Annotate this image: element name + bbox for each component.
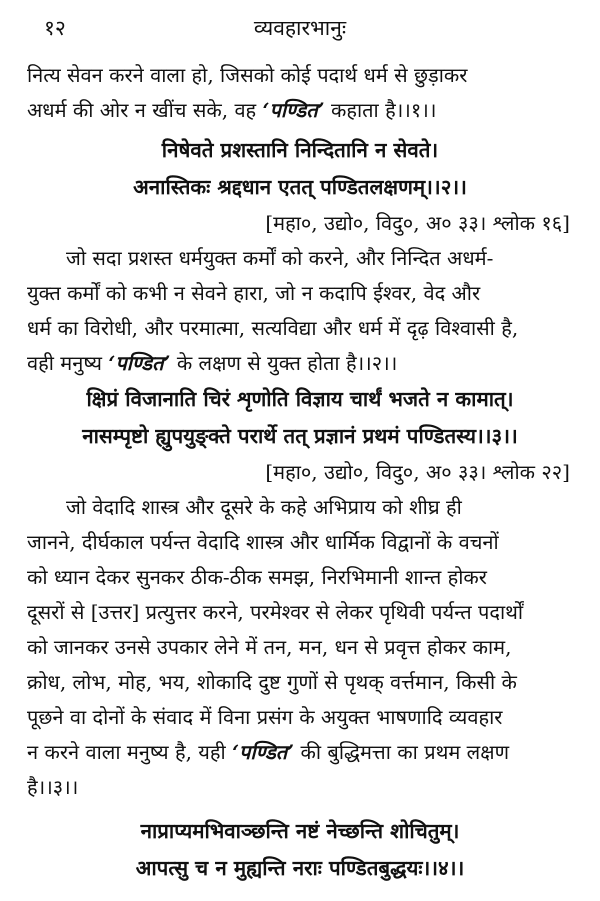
verse-line: नासम्पृष्टो ह्युपयुङ्क्ते परार्थे तत् प्रज्ञानं प्रथमं पण्डितस्य।।३।। [82,424,518,448]
text-line: को ध्यान देकर सुनकर ठीक-ठीक समझ, निरभिमानी शान्त होकर [27,565,487,589]
verse-line: अनास्तिकः श्रद्दधान एतत् पण्डितलक्षणम्।।२।। [133,175,467,199]
running-title: व्यवहारभानुः [253,16,347,40]
text-line: नित्य सेवन करने वाला हो, जिसको कोई पदार्थ धर्म से छुड़ाकर [27,63,468,87]
verse-line: नाप्राप्यमभिवाञ्छन्ति नष्टं नेच्छन्ति शोचितुम्। [140,819,460,843]
emphasis-pandit: ‘पण्डित’ [108,351,171,375]
verse-2 [24,132,576,241]
verse-line: निषेवते प्रशस्तानि निन्दितानि न सेवते। [161,138,439,162]
verse-line: क्षिप्रं विजानाति चिरं शृणोति विज्ञाय चार्थं भजते न कामात्। [86,387,514,411]
text-line [24,735,576,770]
verse-line: आपत्सु च न मुह्यन्ति नराः पण्डितबुद्धयः।।४।। [135,856,465,880]
text-line: है।।३।। [27,775,79,799]
verse-4 [24,813,576,887]
verse-reference: [महा०, उद्यो०, विदु०, अ० ३३। श्लोक २२] [265,460,570,484]
text-segment: कहाता है।।१।। [324,98,437,122]
text-line: दूसरों से [उत्तर] प्रत्युत्तर करने, परमेश्वर से लेकर पृथिवी पर्यन्त पदार्थों [27,600,524,624]
emphasis-pandit: ‘पण्डित’ [232,740,295,764]
text-line: को जानकर उनसे उपकार लेने में तन, मन, धन से प्रवृत्त होकर काम, [27,635,512,659]
verse-reference: [महा०, उद्यो०, विदु०, अ० ३३। श्लोक १६] [265,211,570,235]
emphasis-pandit: ‘पण्डित’ [262,98,325,122]
text-segment: के लक्षण से युक्त होता है।।२।। [170,351,398,375]
paragraph-1 [24,58,576,128]
text-segment: वही मनुष्य [27,351,109,375]
text-segment: न करने वाला मनुष्य है, यही [27,740,233,764]
text-line: जो वेदादि शास्त्र और दूसरे के कहे अभिप्राय को शीघ्र ही [66,495,462,519]
text-line: जो सदा प्रशस्त धर्मयुक्त कर्मों को करने, और निन्दित अधर्म- [66,246,494,270]
text-line [24,346,576,381]
text-line: जानने, दीर्घकाल पर्यन्त वेदादि शास्त्र और धार्मिक विद्वानों के वचनों [27,530,499,554]
text-line [24,93,576,128]
page-header [24,0,576,58]
text-line: क्रोध, लोभ, मोह, भय, शोकादि दुष्ट गुणों से पृथक् वर्त्तमान, किसी के [27,670,517,694]
text-line: पूछने वा दोनों के संवाद में विना प्रसंग के अयुक्त भाषणादि व्यवहार [27,705,503,729]
verse-3 [24,381,576,490]
paragraph-3 [24,490,576,805]
text-segment: की बुद्धिमत्ता का प्रथम लक्षण [294,740,510,764]
text-segment: अधर्म की ओर न खींच सके, वह [27,98,263,122]
text-line: युक्त कर्मों को कभी न सेवने हारा, जो न कदापि ईश्वर, वेद और [27,281,481,305]
text-line: धर्म का विरोधी, और परमात्मा, सत्यविद्या और धर्म में दृढ़ विश्वासी है, [27,316,519,340]
page-number: १२ [44,16,66,40]
paragraph-2 [24,241,576,381]
